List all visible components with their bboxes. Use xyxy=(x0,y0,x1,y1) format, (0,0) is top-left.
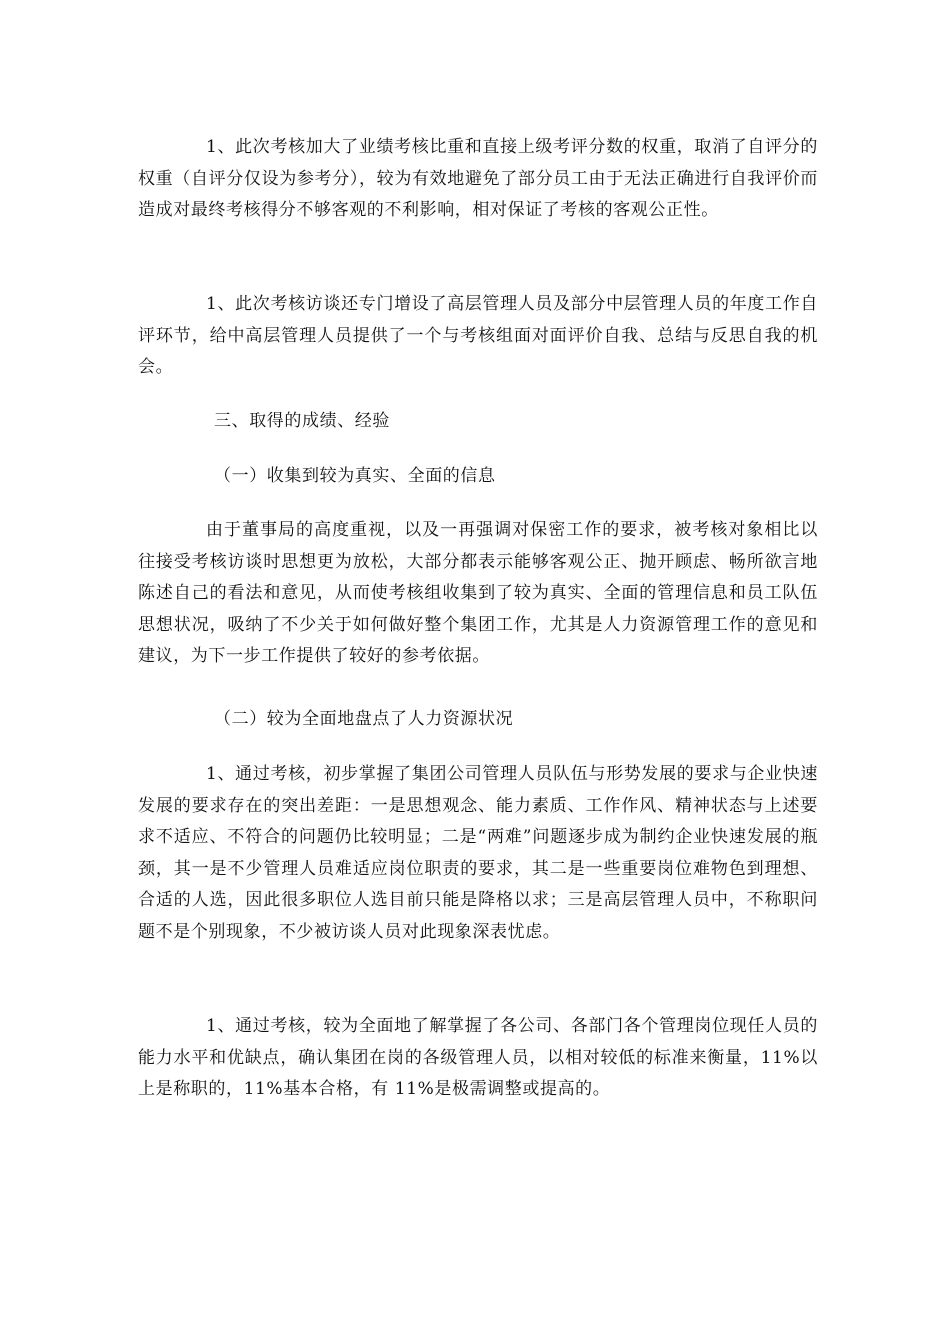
subsection-heading-information: （一）收集到较为真实、全面的信息 xyxy=(214,466,496,486)
paragraph-self-review: 1、此次考核访谈还专门增设了高层管理人员及部分中层管理人员的年度工作自评环节，给中高层管理人员提供了一个与考核组面对面评价自我、总结与反思自我的机会。 xyxy=(138,294,818,377)
subsection-heading-hr-inventory: （二）较为全面地盘点了人力资源状况 xyxy=(214,709,514,729)
paragraph-weighting: 1、此次考核加大了业绩考核比重和直接上级考评分数的权重，取消了自评分的权重（自评分仅设为参考分），较为有效地避免了部分员工由于无法正确进行自我评价而造成对最终考核得分不够客观的不利影响，相对保证了考核的客观公正性。 xyxy=(138,137,818,220)
paragraph-information: 由于董事局的高度重视，以及一再强调对保密工作的要求，被考核对象相比以往接受考核访谈时思想更为放松，大部分都表示能够客观公正、抛开顾虑、畅所欲言地陈述自己的看法和意见，从而使考核组收集到了较为真实、全面的管理信息和员工队伍思想状况，吸纳了不少关于如何做好整个集团工作，尤其是人力资源管理工作的意见和建议，为下一步工作提供了较好的参考依据。 xyxy=(138,520,818,666)
paragraph-gaps: 1、通过考核，初步掌握了集团公司管理人员队伍与形势发展的要求与企业快速发展的要求存在的突出差距：一是思想观念、能力素质、工作作风、精神状态与上述要求不适应、不符合的问题仍比较明显；二是“两难”问题逐步成为制约企业快速发展的瓶颈，其一是不少管理人员难适应岗位职责的要求，其二是一些重要岗位难物色到理想、合适的人选，因此很多职位人选目前只能是降格以求；三是高层管理人员中，不称职问题不是个别现象，不少被访谈人员对此现象深表忧虑。 xyxy=(138,764,818,942)
section-heading-achievements: 三、取得的成绩、经验 xyxy=(214,411,390,431)
paragraph-assessment-results: 1、通过考核，较为全面地了解掌握了各公司、各部门各个管理岗位现任人员的能力水平和优缺点，确认集团在岗的各级管理人员，以相对较低的标准来衡量，11%以上是称职的，11%基本合格，有 11%是极需调整或提高的。 xyxy=(138,1016,818,1099)
